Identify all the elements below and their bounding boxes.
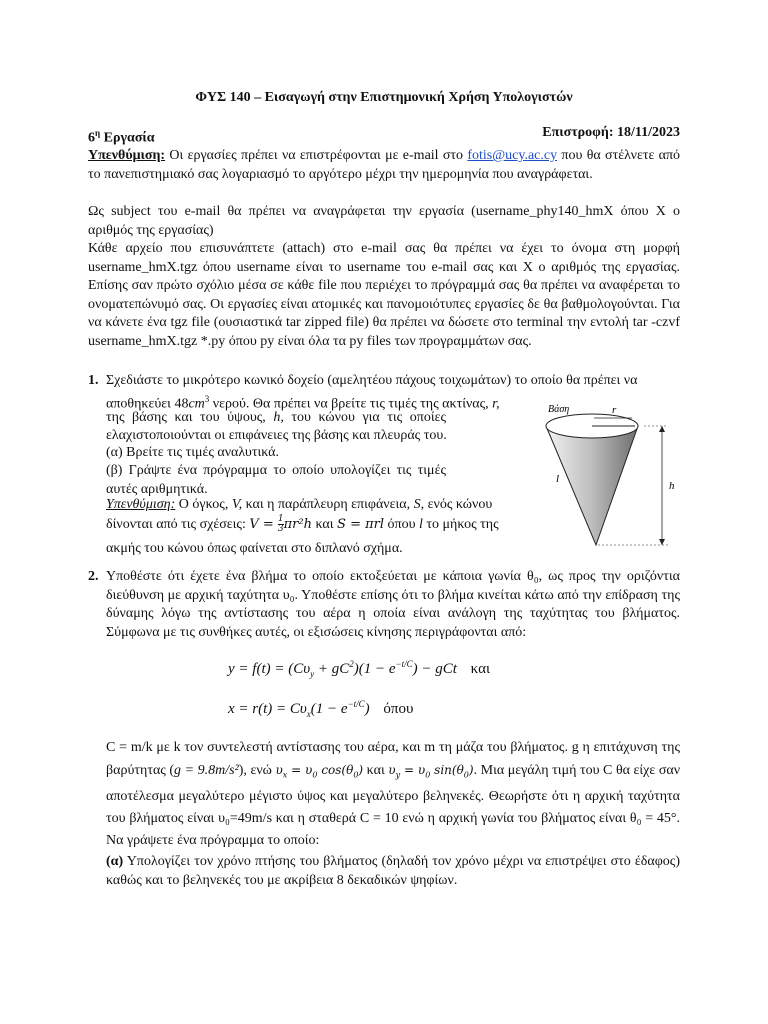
attach-paragraph: Κάθε αρχείο που επισυνάπτετε (attach) στο e-mail σας θα πρέπει να έχει το όνομα στη μορφή username_hmX.tgz όπου username είναι το username του e-mail σας και X ο αριθμός της εργασίας. Επίσης σαν πρώτο σχόλιο μέσα σε κάθε file που περιέχει το πρόγραμμά σας θα πρέπει να αναφέρεται το ονοματεπώνυμό σας. Οι εργασίες είναι ατομικές και πανομοιότυπες εργασίες δε θα βαθμολογούνται. Για να κάνετε ένα tgz file (ουσιαστικά tar zipped file) θα πρέπει να δώσετε στο terminal την εντολή tar -czvf username_hmX.tgz *.py όπου py είναι όλα τα py files των προγραμμάτων σας.: [88, 241, 680, 349]
subject-paragraph: Ως subject του e-mail θα πρέπει να αναγράφεται την εργασία (username_phy140_hmX όπου X ο αριθμός της εργασίας): [88, 204, 680, 238]
equation-x: $x = r(t) = C\upsilon_x(1 - e^{-t/C})$ όπου: [228, 699, 414, 719]
surface-formula: S = πrl: [337, 517, 385, 532]
q1-line-2: αποθηκεύει $48cm^3$ νερού. Θα πρέπει να βρείτε τις τιμές της ακτίνας, r,: [106, 394, 500, 412]
q1-line-1: Σχεδιάστε το μικρότερο κωνικό δοχείο (αμελητέου πάχους τοιχωμάτων) το οποίο θα πρέπει να: [106, 373, 638, 388]
radius-label: r: [612, 404, 617, 416]
volume-formula: V = $\frac{1}{3}$ πr²h: [249, 514, 312, 534]
height-label: h: [669, 480, 675, 492]
email-link[interactable]: fotis@ucy.ac.cy: [467, 148, 558, 163]
q2-constants: C = m/k με k τον συντελεστή αντίστασης του αέρα, και m τη μάζα του βλήματος. g η επιτάχυνση της βαρύτητας (g = 9.8m/s²), ενώ $\upsilon_x = \upsilon_0$ $\cos(\theta_0)$ και $\upsilon_y = \upsilon_0$ $\sin(\theta_0)$. Μια μεγάλη τιμή του C θα είχε σαν αποτέλεσμα μεγαλύτερο μέγιστο ύψος και μεγαλύτερο βεληνεκές. Θεωρήστε ότι η αρχική ταχύτητα του βλήματος είναι υ₀=49m/s και η σταθερά C = 10 ενώ η αρχική γωνία του βλήματος είναι θ₀ = 45°. Να γράψετε ένα πρόγραμμα το οποίο:: [106, 740, 681, 849]
course-title: ΦΥΣ 140 – Εισαγωγή στην Επιστημονική Χρήση Υπολογιστών: [195, 90, 573, 105]
q2-part-a: (α) Υπολογίζει τον χρόνο πτήσης του βλήματος (δηλαδή τον χρόνο μέχρι να επιστρέψει στο έδαφος) καθώς και το βεληνεκές του με ακρίβεια 8 δεκαδικών ψηφίων.: [106, 854, 681, 888]
q1-reminder-line-3: ακμής του κώνου όπως φαίνεται στο διπλανό σχήμα.: [106, 541, 403, 556]
question-1-number: 1.: [88, 373, 99, 388]
equation-y: $y = f(t) = (C\upsilon_y + gC^2)(1 - e^{-t/C})$ − gCt και: [228, 659, 490, 679]
q2-intro: Υποθέστε ότι έχετε ένα βλήμα το οποίο εκτοξεύεται με κάποια γωνία θ₀, ως προς την οριζόντια διεύθυνση με αρχική ταχύτητα υ₀. Υποθέστε επίσης ότι το βλήμα κινείται κάτω από την επίδραση της δύναμης λόγω της αντίστασης του αέρα η οποία είναι ανάλογη της ταχύτητας του βλήματος. Σύμφωνα με τις συνθήκες αυτές, οι εξισώσεις κίνησης περιγράφονται από:: [106, 569, 680, 640]
reminder-paragraph: Υπενθύμιση: Οι εργασίες πρέπει να επιστρέφονται με e-mail στο fotis@ucy.ac.cy που θα στέλνετε από το πανεπιστημιακό σας λογαριασμό το αργότερο μέχρι την ημερομηνία που αναγράφεται.: [88, 148, 681, 182]
q1-reminder-line-1: Υπενθύμιση: Ο όγκος, V, και η παράπλευρη επιφάνεια, S, ενός κώνου: [106, 497, 493, 512]
slant-label: l: [556, 473, 560, 485]
assignment-label: $6^\eta$ Εργασία: [88, 128, 155, 146]
vy-formula: $\upsilon_y = \upsilon_0$ $\sin(\theta_0)$: [388, 763, 474, 780]
q1-part-b: (β) Γράψτε ένα πρόγραμμα το οποίο υπολογίζει τις τιμές αυτές αριθμητικά.: [106, 463, 446, 497]
cone-diagram: [536, 398, 686, 558]
cone-body: [546, 426, 638, 545]
q1-reminder-line-2: δίνονται από τις σχέσεις: V = $\frac{1}{3}$ πr²h και S = πrl όπου l το μήκος της: [106, 514, 499, 534]
assignment-row: [88, 124, 680, 148]
q1-line-4: ελαχιστοποιούνται οι επιφάνειες της βάσης και πλευράς του.: [106, 428, 447, 443]
question-2-number: 2.: [88, 569, 99, 584]
due-date: Επιστροφή: 18/11/2023: [542, 125, 680, 140]
q1-part-a: (α) Βρείτε τις τιμές αναλυτικά.: [106, 445, 280, 460]
base-label: Βάση: [548, 404, 570, 415]
reminder-label: Υπενθύμιση:: [88, 148, 166, 163]
q1-line-3: της βάσης και του ύψους, h, του κώνου για τις οποίες: [106, 410, 447, 425]
vx-formula: $\upsilon_x = \upsilon_0$ $\cos(\theta_0)$: [275, 763, 364, 780]
